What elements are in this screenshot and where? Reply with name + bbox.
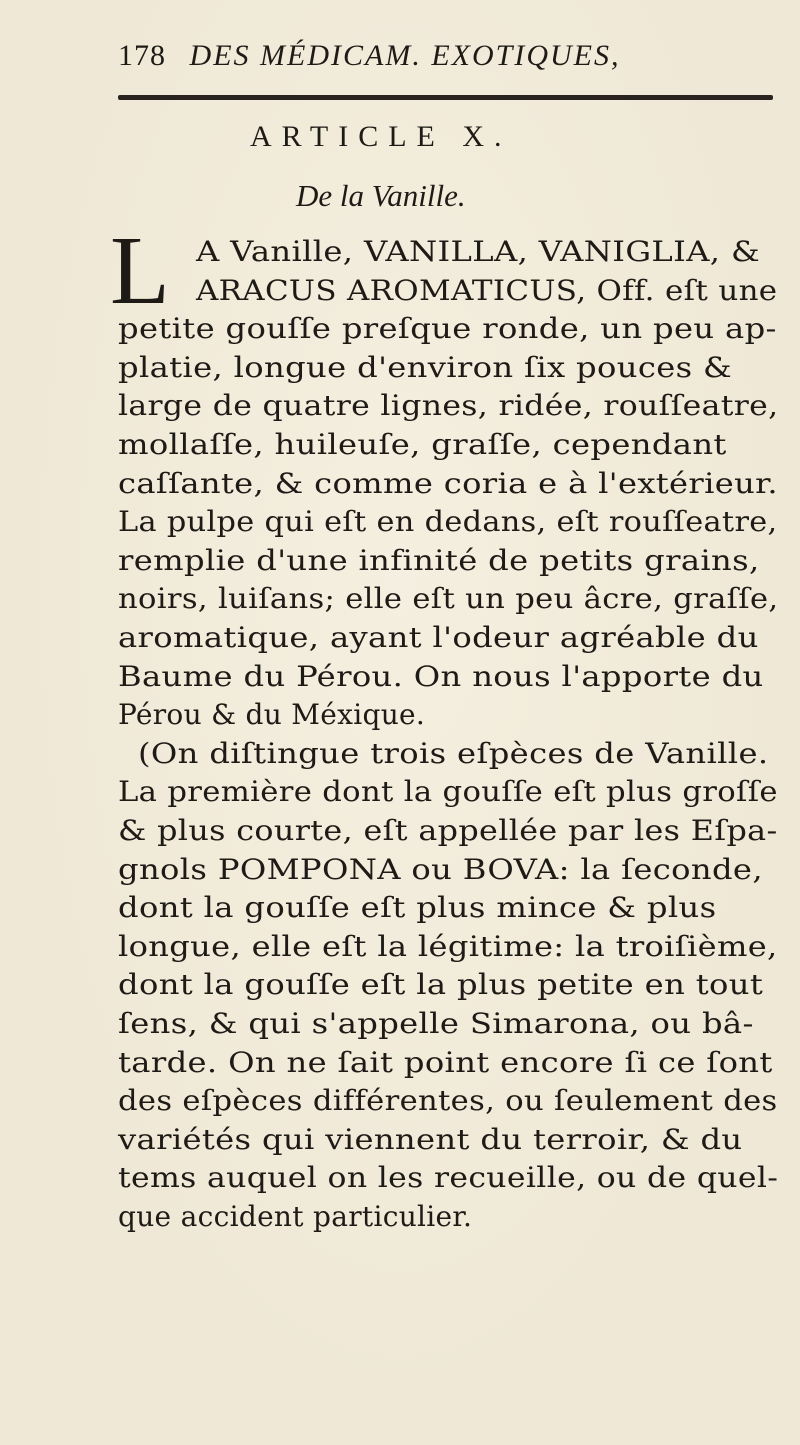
text-line: (On diſtingue trois eſpèces de Vanille. <box>138 736 769 770</box>
article-subtitle: De la Vanille. <box>296 178 466 213</box>
drop-cap: L <box>110 217 170 325</box>
text-line: tarde. On ne ſait point encore ſi ce ſont <box>118 1045 773 1079</box>
text-line: mollaſſe, huileuſe, graſſe, cependant <box>118 428 727 461</box>
text-line: platie, longue d'environ ſix pouces & <box>118 350 733 384</box>
text-line: gnols POMPONA ou BOVA: la ſeconde, <box>118 852 763 886</box>
text-line: dont la gouſſe eſt la plus petite en tout <box>118 968 764 1002</box>
text-line: petite gouſſe preſque ronde, un peu ap- <box>118 312 777 346</box>
text-line: noirs, luiſans; elle eſt un peu âcre, graſſe, <box>118 582 779 616</box>
text-line: aromatique, ayant l'odeur agréable du <box>118 621 759 654</box>
text-line: La pulpe qui eſt en dedans, eſt rouſſeatre, <box>118 505 778 539</box>
text-line: dont la gouſſe eſt plus mince & plus <box>118 891 717 925</box>
text-line: La première dont la gouſſe eſt plus groſſe <box>118 775 778 809</box>
running-head <box>118 38 678 78</box>
text-line: caſſante, & comme coria e à l'extérieur. <box>118 466 778 500</box>
text-line: Baume du Pérou. On nous l'apporte du <box>118 659 764 693</box>
text-line: que accident particulier. <box>118 1200 473 1233</box>
header-rule <box>118 95 773 100</box>
article-heading: ARTICLE X. <box>250 120 512 153</box>
text-line: & plus courte, eſt appellée par les Eſpa- <box>118 814 778 847</box>
text-line: ARACUS AROMATICUS, Off. eſt une <box>196 273 778 307</box>
page-number: 178 <box>118 39 166 72</box>
text-line: A Vanille, VANILLA, VANIGLIA, & <box>196 235 760 268</box>
running-head-title: DES MÉDICAM. EXOTIQUES, <box>189 39 621 72</box>
text-line: Pérou & du Méxique. <box>118 698 426 732</box>
text-line: ſens, & qui s'appelle Simarona, ou bâ- <box>118 1007 754 1040</box>
text-line: des eſpèces différentes, ou ſeulement des <box>118 1084 778 1118</box>
text-line: longue, elle eſt la légitime: la troiſième, <box>118 929 778 963</box>
text-line: variétés qui viennent du terroir, & du <box>118 1122 743 1156</box>
text-line: large de quatre lignes, ridée, rouſſeatre, <box>118 389 779 423</box>
text-line: remplie d'une infinité de petits grains, <box>118 543 760 577</box>
text-line: tems auquel on les recueille, ou de quel- <box>118 1161 779 1195</box>
